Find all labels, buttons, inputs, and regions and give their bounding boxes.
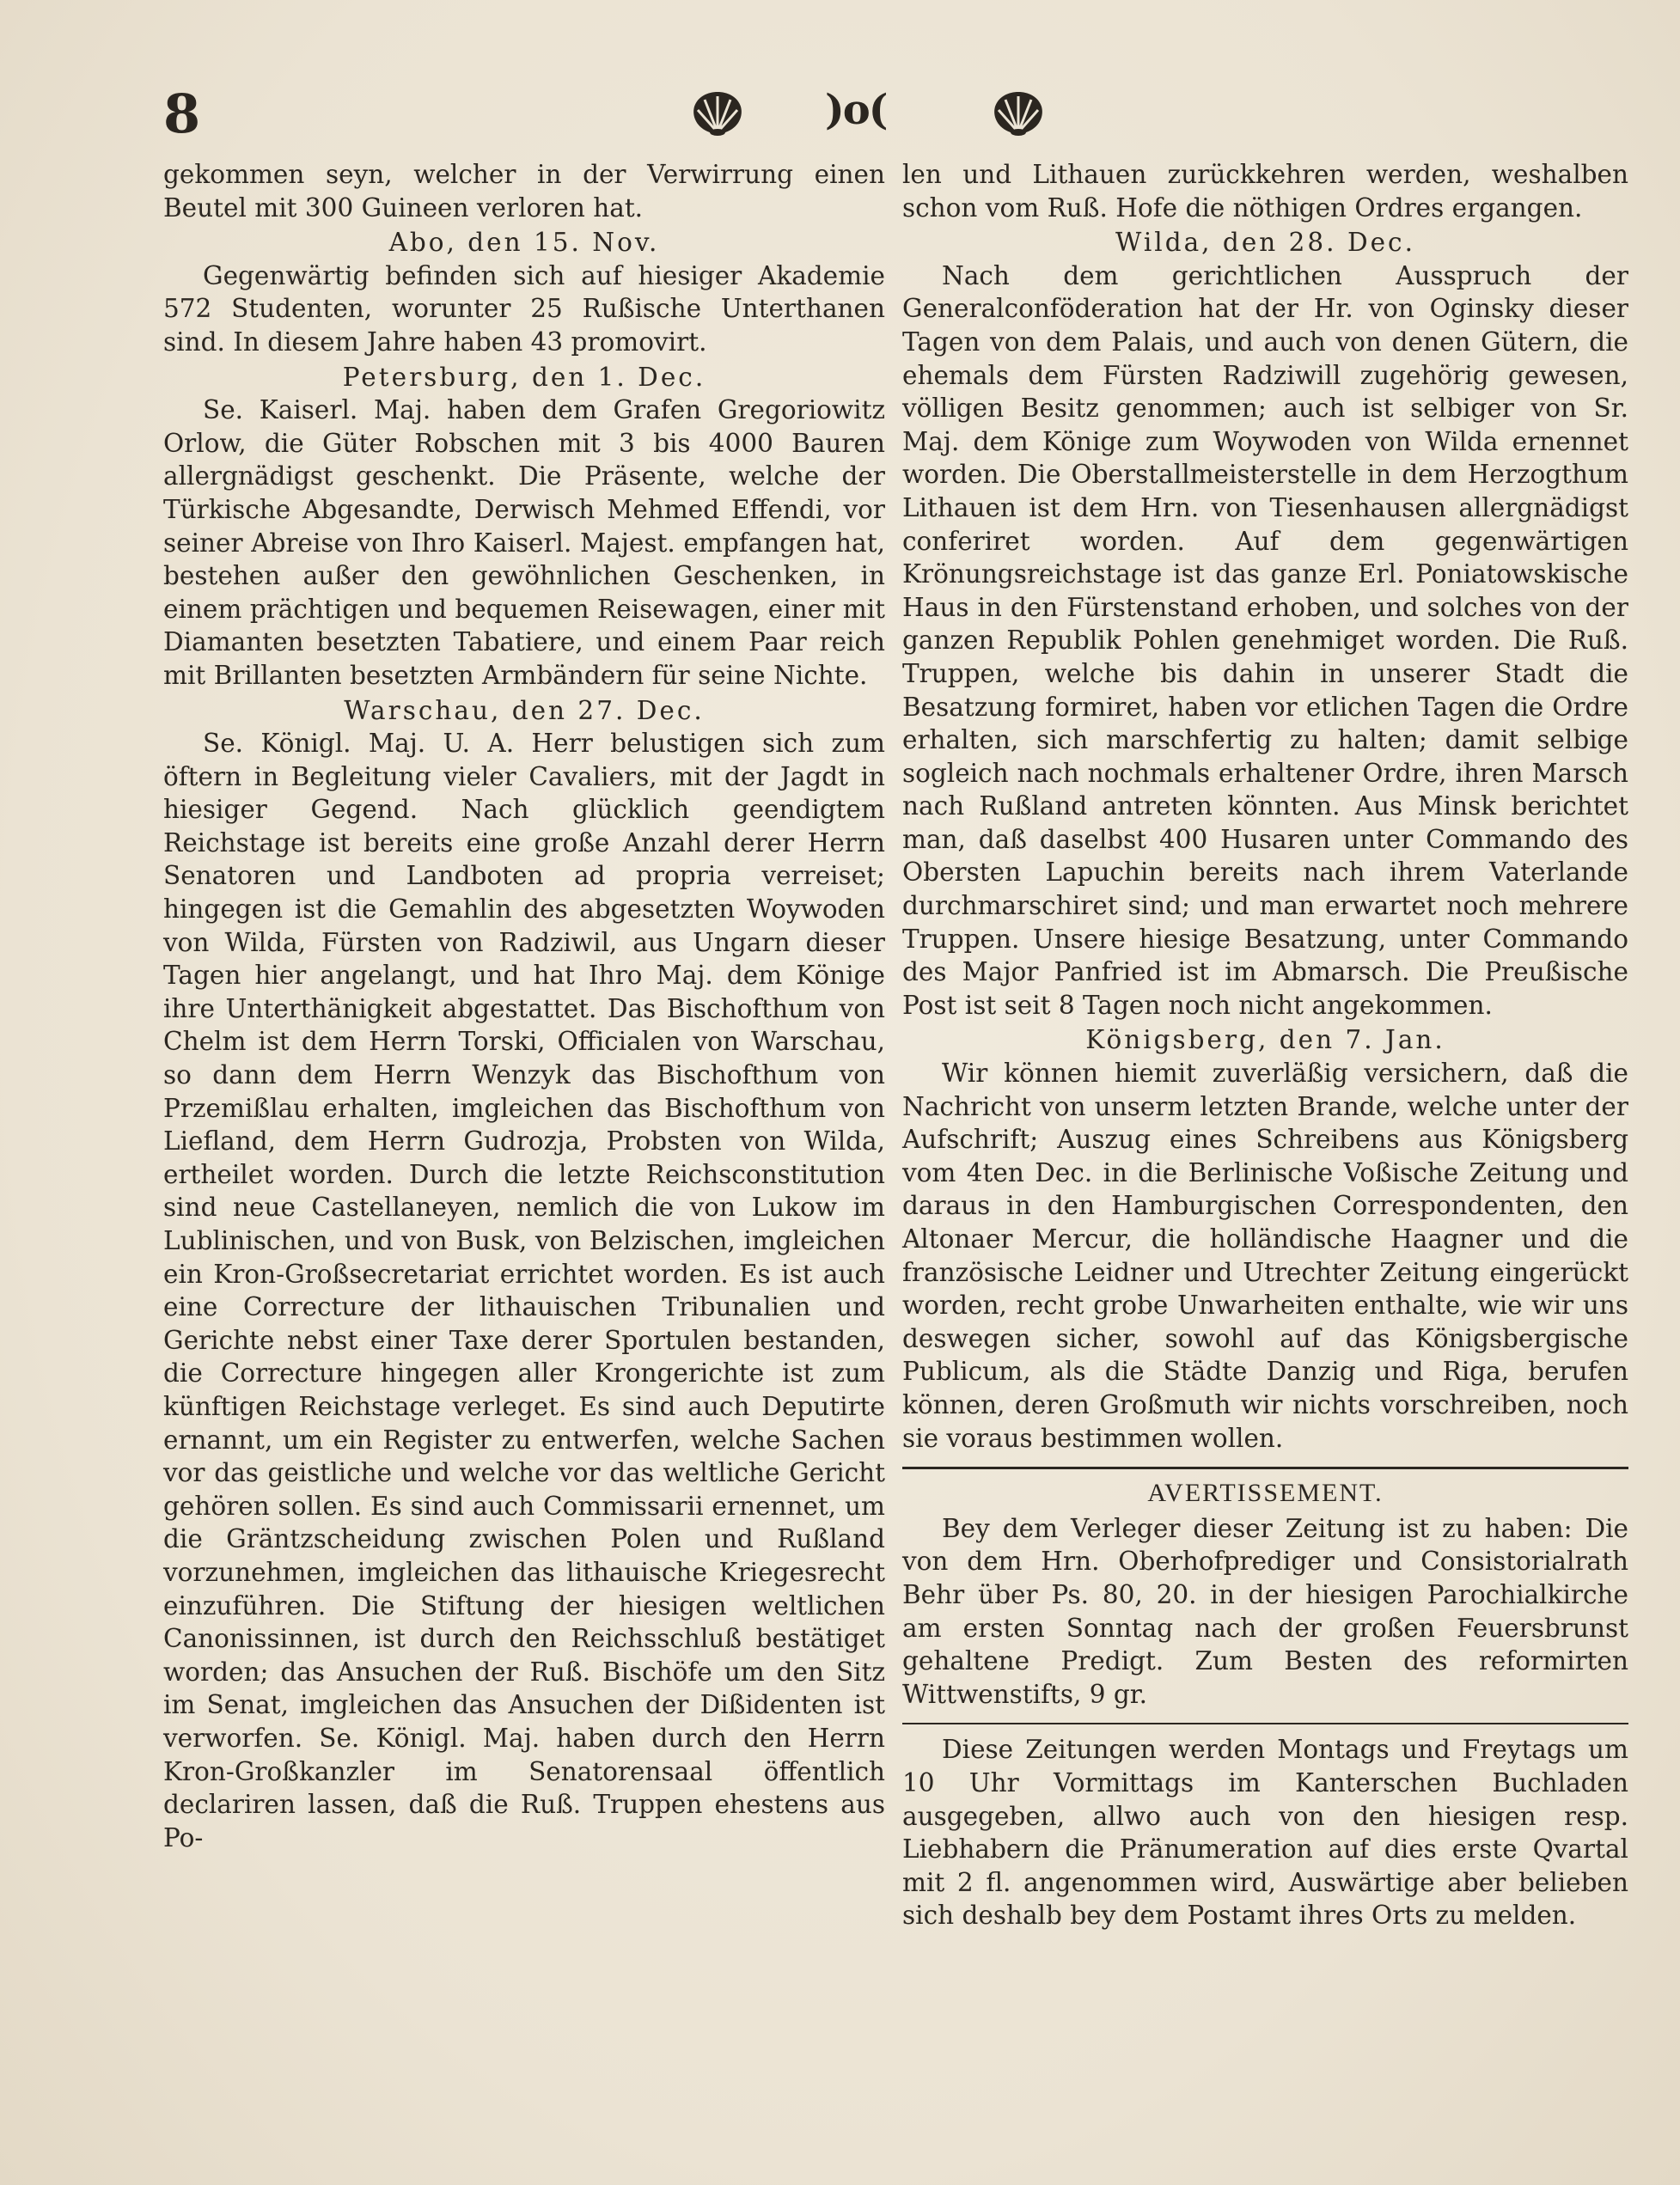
dateline-abo: Abo, den 15. Nov. <box>388 228 660 258</box>
article-continuation: gekommen seyn, welcher in der Verwirrung einen Beutel mit 300 Guineen verloren hat. <box>163 160 885 223</box>
article-koenigsberg: Wir können hiemit zuverläßig versichern, daß die Nachricht von unserm letzten Brande, welche unter der Aufschrift; Auszug eines Schreibens aus Königsberg vom 4ten Dec. in die Berlinische Voßische Zeitung und daraus in den Hamburgischen Correspondenten, den Altonaer Mercur, die holländische Haagner und die französische Leidner und Utrechter Zeitung eingerückt worden, recht grobe Unwarheiten enthalte, wie wir uns deswegen sicher, sowohl auf das Königsbergische Publicum, als die Städte Danzig und Riga, berufen können, deren Großmuth wir nichts vorschreiben, noch sie voraus bestimmen wollen. <box>902 1059 1628 1453</box>
avertissement-text: Bey dem Verleger dieser Zeitung ist zu haben: Die von dem Hrn. Oberhofprediger und Consistorialrath Behr über Ps. 80, 20. in der hiesigen Parochialkirche am ersten Sonntag nach der großen Feuersbrunst gehaltene Predigt. Zum Besten des reformirten Wittwenstifts, 9 gr. <box>902 1513 1628 1709</box>
dateline-petersburg: Petersburg, den 1. Dec. <box>342 362 706 392</box>
shell-ornament-right-icon <box>988 89 1048 137</box>
dateline-wilda: Wilda, den 28. Dec. <box>1115 228 1415 258</box>
divider-rule-2 <box>902 1714 1628 1733</box>
divider-rule <box>902 1458 1628 1477</box>
shell-ornament-left-icon <box>687 89 748 137</box>
article-petersburg: Se. Kaiserl. Maj. haben dem Grafen Gregoriowitz Orlow, die Güter Robschen mit 3 bis 4000 Bauren allergnädigst geschenkt. Die Präsente, welche der Türkische Abgesandte, Derwisch Mehmed Effendi, vor seiner Abreise von Ihro Kaiserl. Majest. empfangen hat, bestehen außer den gewöhnlichen Geschenken, in einem prächtigen und bequemen Reisewagen, einer mit Diamanten besetzten Tabatiere, und einem Paar reich mit Brillanten besetzten Armbändern für seine Nichte. <box>163 395 885 690</box>
left-column <box>163 158 885 1854</box>
right-column <box>902 158 1628 1932</box>
avertissement-heading: AVERTISSEMENT. <box>1147 1479 1384 1508</box>
publication-notice-text: Diese Zeitungen werden Montags und Freytags um 10 Uhr Vormittags im Kanterschen Buchladen ausgegeben, allwo auch von den hiesigen resp. Liebhabern die Pränumeration auf dies erste Qvartal mit 2 fl. angenommen wird, Auswärtige aber belieben sich deshalb bey dem Postamt ihres Orts zu melden. <box>902 1735 1628 1931</box>
center-ornament: )o( <box>825 86 887 134</box>
dateline-warschau: Warschau, den 27. Dec. <box>344 695 705 725</box>
publication-notice <box>902 1733 1628 1932</box>
page-number: 8 <box>163 82 201 145</box>
article-abo: Gegenwärtig befinden sich auf hiesiger Akademie 572 Studenten, worunter 25 Rußische Unterthanen sind. In diesem Jahre haben 43 promovirt. <box>163 260 885 357</box>
article-warschau: Se. Königl. Maj. U. A. Herr belustigen sich zum öftern in Begleitung vieler Cavaliers, mit der Jagdt in hiesiger Gegend. Nach glücklich geendigtem Reichstage ist bereits eine große Anzahl derer Herrn Senatoren und Landboten ad propria verreiset; hingegen ist die Gemahlin des abgesetzten Woywoden von Wilda, Fürsten von Radziwil, aus Ungarn dieser Tagen hier angelangt, und hat Ihro Maj. dem Könige ihre Unterthänigkeit abgestattet. Das Bischofthum von Chelm ist dem Herrn Torski, Officialen von Warschau, so dann dem Herrn Wenzyk das Bischofthum von Przemißlau erhalten, imgleichen das Bischofthum von Liefland, dem Herrn Gudrozja, Probsten von Wilda, ertheilet worden. Durch die letzte Reichsconstitution sind neue Castellaneyen, nemlich die von Lukow im Lublinischen, und von Busk, von Belzischen, imgleichen ein Kron-Großsecretariat errichtet worden. Es ist auch eine Correcture der lithauischen Tribunalien und Gerichte nebst einer Taxe derer Sportulen bestanden, die Correcture hingegen aller Krongerichte ist zum künftigen Reichstage verleget. Es sind auch Deputirte ernannt, um ein Register zu entwerfen, welche Sachen vor das geistliche und welche vor das weltliche Gericht gehören sollen. Es sind auch Commissarii ernennet, um die Gräntzscheidung zwischen Polen und Rußland vorzunehmen, imgleichen das lithauische Kriegesrecht einzuführen. Die Stiftung der hiesigen weltlichen Canonissinnen, ist durch den Reichsschluß bestätiget worden; das Ansuchen der Ruß. Bischöfe um den Sitz im Senat, imgleichen das Ansuchen der Dißidenten ist verworfen. Se. Königl. Maj. haben durch den Herrn Kron-Großkanzler im Senatorensaal öffentlich declariren lassen, daß die Ruß. Truppen ehestens aus Po- <box>163 729 885 1852</box>
article-warschau-continuation: len und Lithauen zurückkehren werden, weshalben schon vom Ruß. Hofe die nöthigen Ordres ergangen. <box>902 160 1628 223</box>
dateline-koenigsberg: Königsberg, den 7. Jan. <box>1085 1025 1445 1055</box>
article-wilda: Nach dem gerichtlichen Ausspruch der Generalconföderation hat der Hr. von Oginsky dieser Tagen von dem Palais, und auch von denen Gütern, die ehemals dem Fürsten Radziwill zugehörig gewesen, völligen Besitz genommen; auch ist selbiger von Sr. Maj. dem Könige zum Woywoden von Wilda ernennet worden. Die Oberstallmeisterstelle in dem Herzogthum Lithauen ist dem Hrn. von Tiesenhausen allergnädigst conferiret worden. Auf dem gegenwärtigen Krönungsreichstage ist das ganze Erl. Poniatowskische Haus in den Fürstenstand erhoben, und solches von der ganzen Republik Pohlen genehmiget worden. Die Ruß. Truppen, welche bis dahin in unserer Stadt die Besatzung formiret, haben vor etlichen Tagen die Ordre erhalten, sich marschfertig zu halten; damit selbige sogleich nach nochmals erhaltener Ordre, ihren Marsch nach Rußland antreten könnten. Aus Minsk berichtet man, daß daselbst 400 Husaren unter Commando des Obersten Lapuchin bereits nach ihrem Vaterlande durchmarschiret sind; und man erwartet noch mehrere Truppen. Unsere hiesige Besatzung, unter Commando des Major Panfried ist im Abmarsch. Die Preußische Post ist seit 8 Tagen noch nicht angekommen. <box>902 260 1628 1020</box>
page-header <box>0 79 1680 148</box>
